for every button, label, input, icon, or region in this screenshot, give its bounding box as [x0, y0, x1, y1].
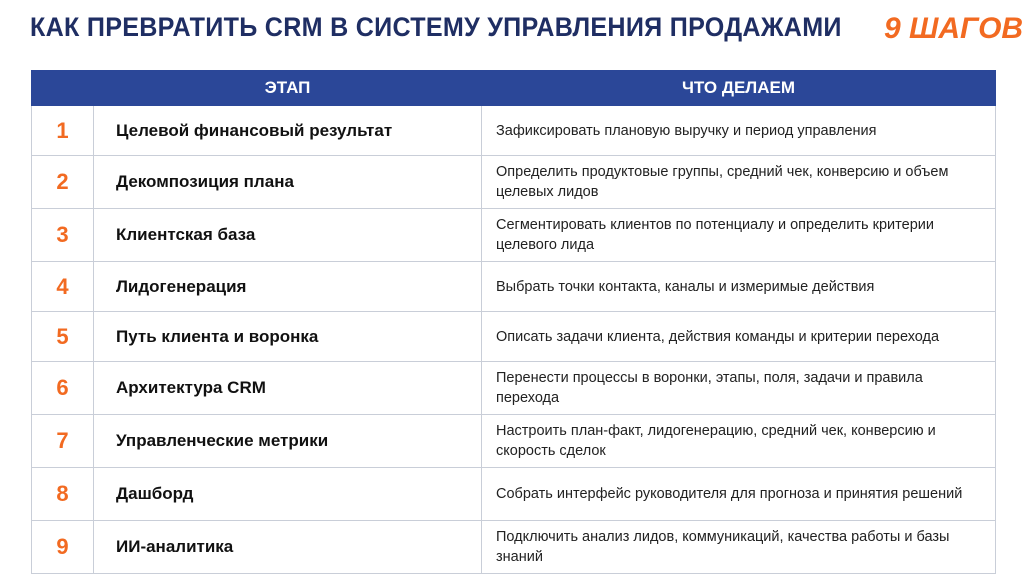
table-row — [32, 521, 996, 574]
step-action: Сегментировать клиентов по потенциалу и определить критерии целевого лида — [482, 209, 996, 262]
step-stage: Дашборд — [94, 468, 482, 521]
step-action: Собрать интерфейс руководителя для прогноза и принятия решений — [482, 468, 996, 521]
step-stage: Декомпозиция плана — [94, 156, 482, 209]
table-row — [32, 106, 996, 156]
step-number: 8 — [32, 468, 94, 521]
step-action: Перенести процессы в воронки, этапы, поля, задачи и правила перехода — [482, 362, 996, 415]
step-number: 2 — [32, 156, 94, 209]
step-stage: Целевой финансовый результат — [94, 106, 482, 156]
step-action: Описать задачи клиента, действия команды и критерии перехода — [482, 312, 996, 362]
column-header-number — [32, 71, 94, 106]
step-number: 3 — [32, 209, 94, 262]
step-stage: ИИ-аналитика — [94, 521, 482, 574]
steps-count-label: 9 ШАГОВ — [884, 12, 1024, 45]
page-title: КАК ПРЕВРАТИТЬ CRM В СИСТЕМУ УПРАВЛЕНИЯ ПРОДАЖАМИ — [30, 12, 842, 42]
step-stage: Управленческие метрики — [94, 415, 482, 468]
table-header-row — [32, 71, 996, 106]
step-number: 9 — [32, 521, 94, 574]
table-row — [32, 209, 996, 262]
step-number: 4 — [32, 262, 94, 312]
step-stage: Архитектура CRM — [94, 362, 482, 415]
step-stage: Путь клиента и воронка — [94, 312, 482, 362]
step-number: 7 — [32, 415, 94, 468]
table-row — [32, 415, 996, 468]
step-stage: Клиентская база — [94, 209, 482, 262]
step-action: Зафиксировать плановую выручку и период управления — [482, 106, 996, 156]
column-header-stage: ЭТАП — [94, 71, 482, 106]
step-action: Определить продуктовые группы, средний чек, конверсию и объем целевых лидов — [482, 156, 996, 209]
step-action: Выбрать точки контакта, каналы и измеримые действия — [482, 262, 996, 312]
table-row — [32, 362, 996, 415]
step-action: Подключить анализ лидов, коммуникаций, качества работы и базы знаний — [482, 521, 996, 574]
step-number: 6 — [32, 362, 94, 415]
step-action: Настроить план-факт, лидогенерацию, средний чек, конверсию и скорость сделок — [482, 415, 996, 468]
table-row — [32, 156, 996, 209]
table-row — [32, 312, 996, 362]
table-row — [32, 468, 996, 521]
table-row — [32, 262, 996, 312]
steps-table — [31, 70, 996, 574]
step-number: 1 — [32, 106, 94, 156]
step-number: 5 — [32, 312, 94, 362]
column-header-action: ЧТО ДЕЛАЕМ — [482, 71, 996, 106]
step-stage: Лидогенерация — [94, 262, 482, 312]
